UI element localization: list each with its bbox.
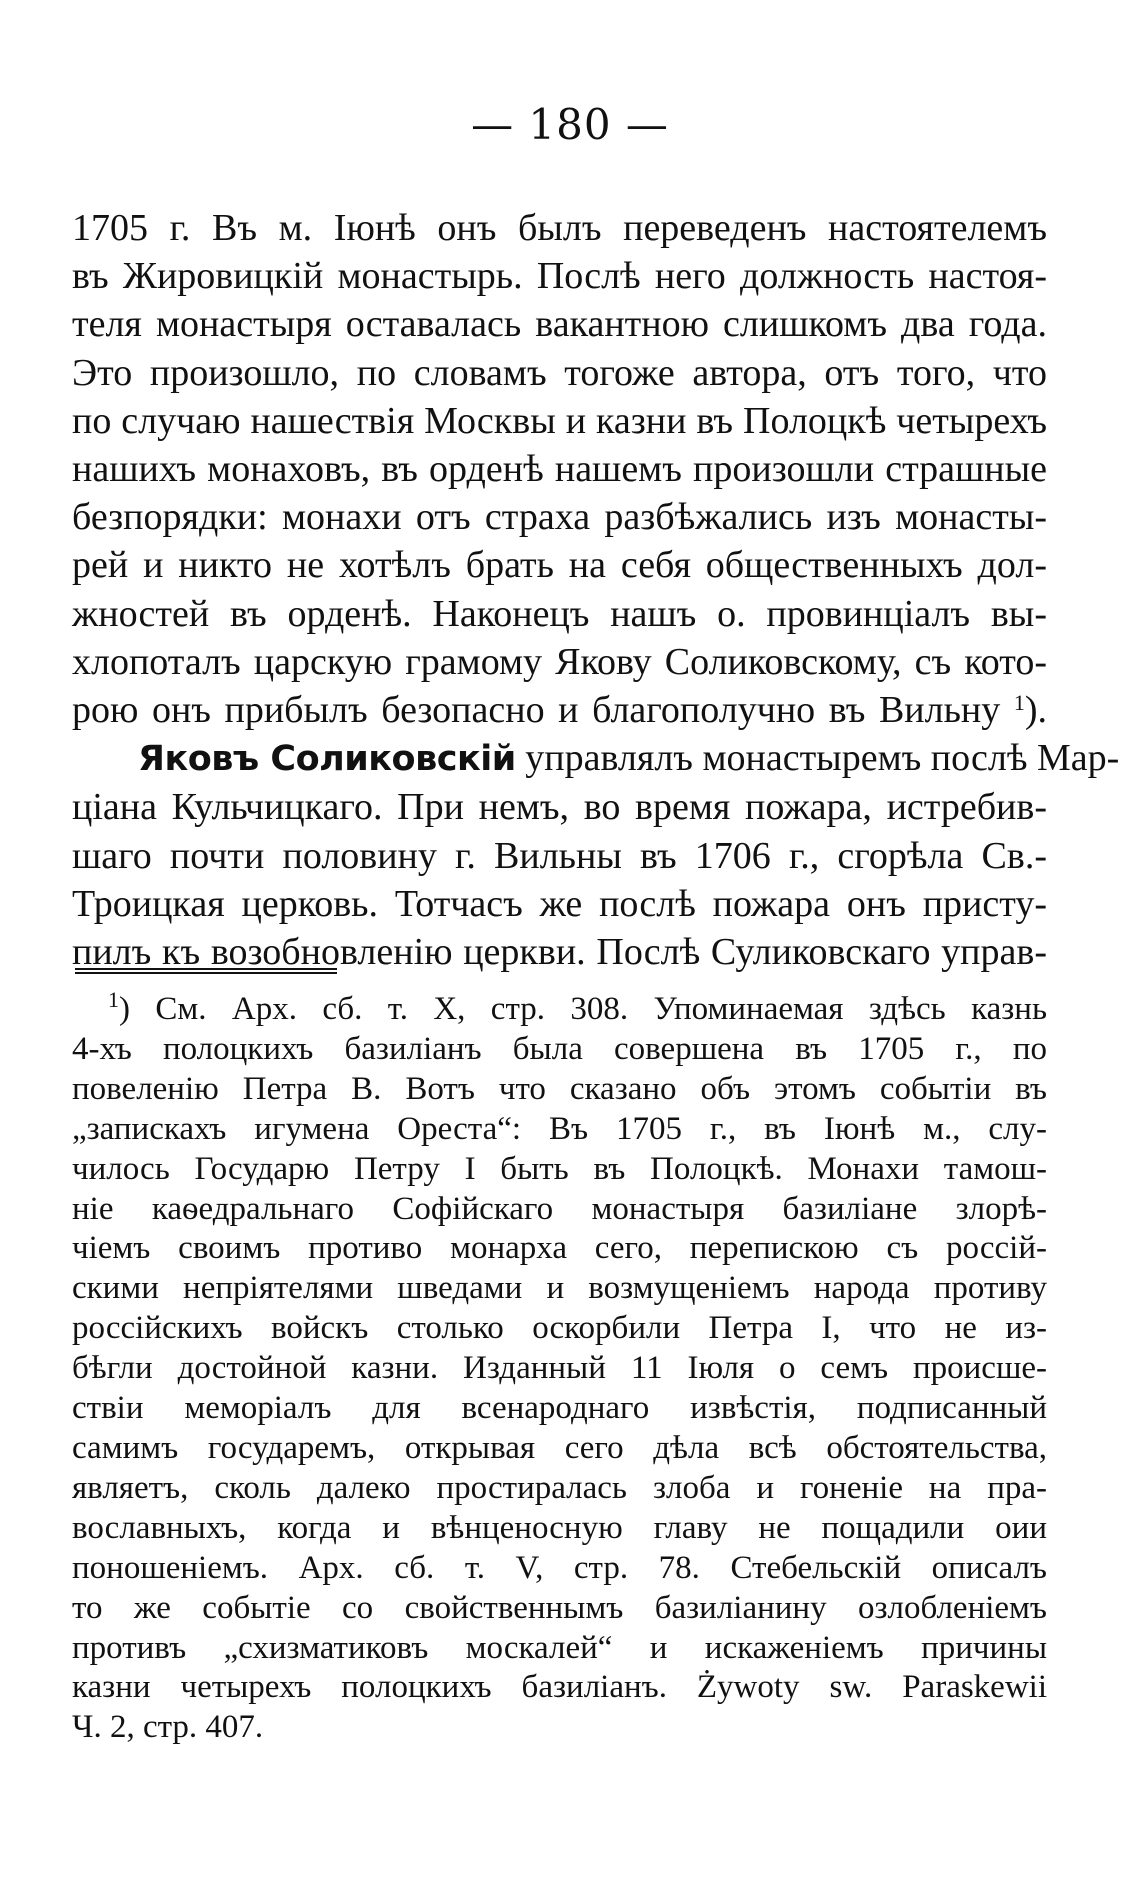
text-line: шаго почти половину г. Вильны въ 1706 г., сгорѣла Св.- <box>72 834 1047 877</box>
footnote-line <box>72 987 1047 1030</box>
text-line: рей и никто не хотѣлъ брать на себя общественныхъ дол- <box>72 544 1047 587</box>
footnote-marker: 1 <box>108 987 119 1012</box>
footnote-reference-tail: ). <box>1024 689 1047 732</box>
footnote-reference: 1 <box>1013 690 1025 716</box>
text-line: Троицкая церковь. Тотчасъ же послѣ пожара онъ присту- <box>72 882 1047 925</box>
text-line: безпорядки: монахи отъ страха разбѣжались изъ монасты- <box>72 496 1047 539</box>
footnote-line-content: ) См. Арх. сб. т. X, стр. 308. Упоминаемая здѣсь казнь <box>119 991 1047 1027</box>
text-line-content: управлялъ монастыремъ послѣ Мар- <box>525 737 1120 780</box>
footnote-line: поношеніемъ. Арх. сб. т. V, стр. 78. Стебельскій описалъ <box>72 1549 1047 1586</box>
main-text <box>72 204 1120 976</box>
text-line: жностей въ орденѣ. Наконецъ нашъ о. провинціалъ вы- <box>72 592 1047 635</box>
text-line <box>72 686 1047 734</box>
footnote-line: вославныхъ, когда и вѣнценосную главу не пощадили оии <box>72 1509 1047 1546</box>
footnote-line: то же событіе со свойственнымъ базиліанину озлобленіемъ <box>72 1589 1047 1626</box>
text-line: по случаю нашествія Москвы и казни въ Полоцкѣ четырехъ <box>72 399 1047 442</box>
text-line: нашихъ монаховъ, въ орденѣ нашемъ произошли страшные <box>72 448 1047 491</box>
footnote-divider <box>75 968 337 974</box>
footnote-line: чилось Государю Петру I быть въ Полоцкѣ. Монахи тамош- <box>72 1150 1047 1187</box>
person-name-bold: Яковъ Соликовскій <box>138 739 516 780</box>
footnote-line: Ч. 2, стр. 407. <box>72 1709 264 1746</box>
footnote-line: „запискахъ игумена Ореста“: Въ 1705 г., въ Іюнѣ м., слу- <box>72 1110 1047 1147</box>
text-line: 1705 г. Въ м. Іюнѣ онъ былъ переведенъ настоятелемъ <box>72 207 1047 249</box>
footnote-line: повеленію Петра В. Вотъ что сказано объ этомъ событіи въ <box>72 1070 1047 1107</box>
text-line: хлопоталъ царскую грамому Якову Соликовскому, съ кото- <box>72 640 1047 683</box>
text-line: Это произошло, по словамъ тогоже автора, отъ того, что <box>72 351 1047 394</box>
footnote-line: ніе каѳедральнаго Софійскаго монастыря базиліане злорѣ- <box>72 1190 1047 1227</box>
text-line: теля монастыря оставалась вакантною слишкомъ два года. <box>72 303 1047 346</box>
footnote-line: 4-хъ полоцкихъ базиліанъ была совершена въ 1705 г., по <box>72 1030 1047 1067</box>
footnote-line: самимъ государемъ, открывая сего дѣла всѣ обстоятельства, <box>72 1429 1047 1466</box>
footnote-line: являетъ, сколь далеко простиралась злоба и гоненіе на пра- <box>72 1469 1047 1506</box>
page-number: — 180 — <box>471 100 669 149</box>
footnote-line: противъ „схизматиковъ москалей“ и искаженіемъ причины <box>72 1629 1047 1666</box>
paragraph-start <box>72 734 1120 783</box>
footnote-line: казни четырехъ полоцкихъ базиліанъ. Żywoty sw. Paraskewii <box>72 1669 1047 1706</box>
footnote-line: чіемъ своимъ противо монарха сего, перепискою съ россій- <box>72 1230 1047 1267</box>
text-line-content: рою онъ прибылъ безопасно и благополучно въ Вильну <box>72 689 1001 732</box>
footnote-line: россійскихъ войскъ столько оскорбили Петра I, что не из- <box>72 1310 1047 1347</box>
text-line: въ Жировицкій монастырь. Послѣ него должность настоя- <box>72 255 1047 298</box>
footnote-line: ствіи меморіалъ для всенароднаго извѣстія, подписанный <box>72 1390 1047 1427</box>
text-line: пилъ къ возобновленію церкви. Послѣ Суликовскаго управ- <box>72 931 1047 974</box>
text-line: ціана Кульчицкаго. При немъ, во время пожара, истребив- <box>72 786 1047 829</box>
footnote-line: бѣгли достойной казни. Изданный 11 Іюля о семъ происше- <box>72 1350 1047 1387</box>
footnote-line: скими непріятелями шведами и возмущеніемъ народа противу <box>72 1270 1047 1307</box>
footnote <box>72 987 1047 1748</box>
